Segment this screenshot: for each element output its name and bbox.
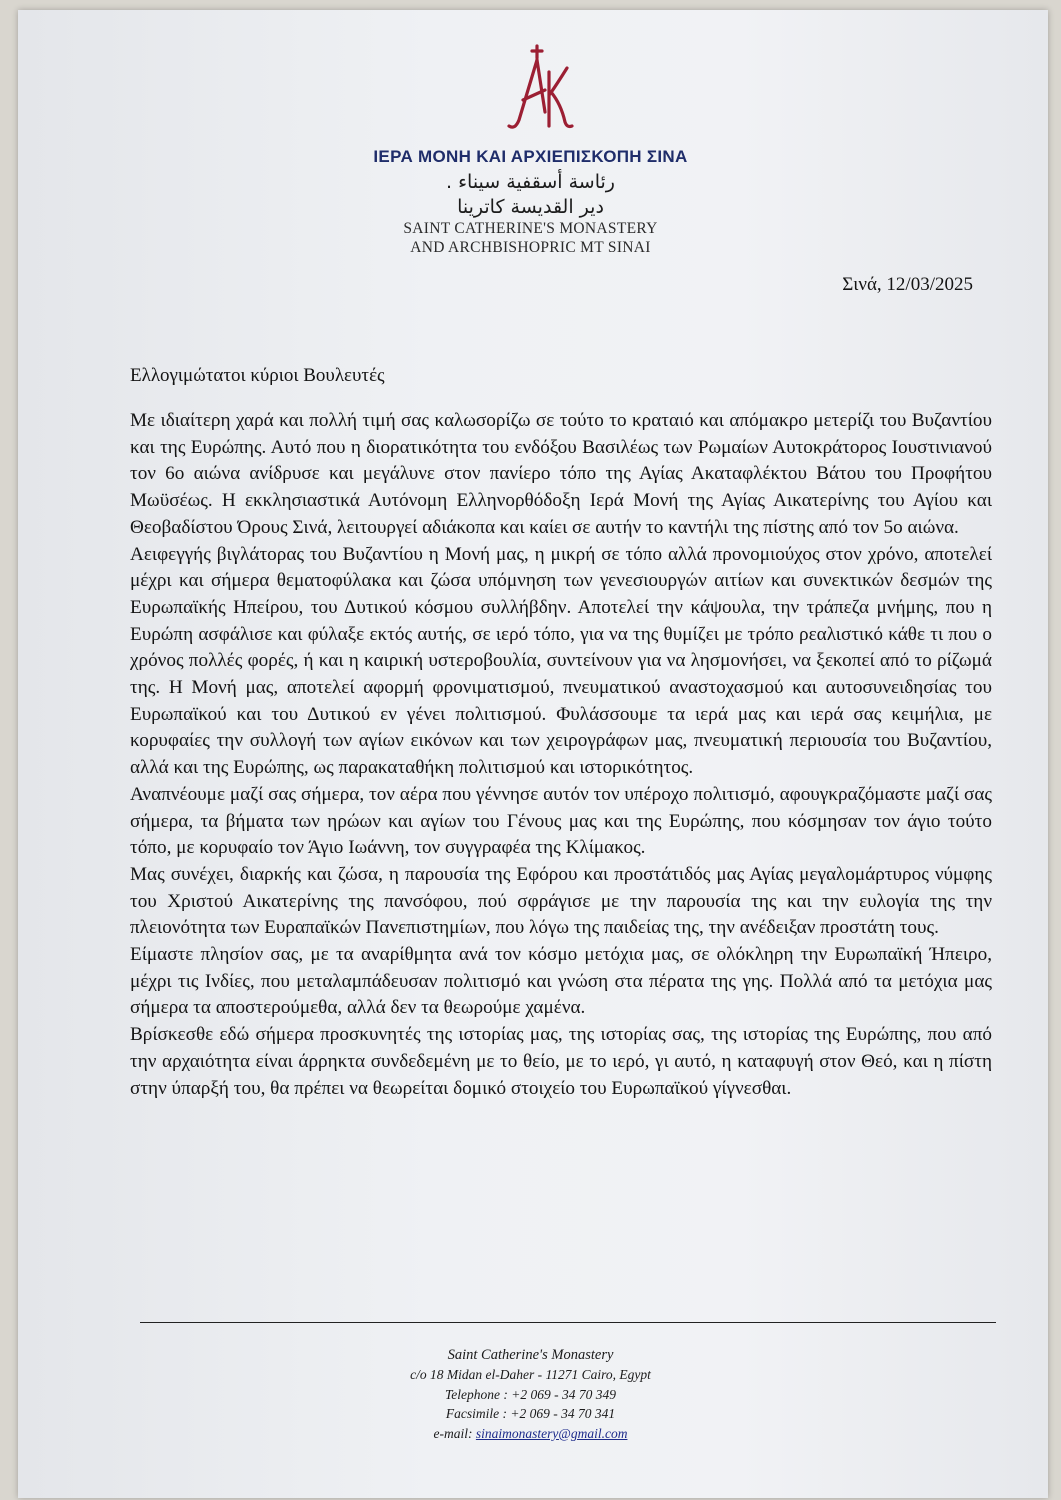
letterhead-english-line1: SAINT CATHERINE'S MONASTERY [403,220,658,237]
letterhead-english-line2: AND ARCHBISHOPRIC MT SINAI [410,239,651,256]
paragraph: Με ιδιαίτερη χαρά και πολλή τιμή σας καλωσορίζω σε τούτο το κραταιό και απόμακρο μετερίζι του Βυζαντίου και της Ευρώπης. Αυτό που η διορατικότητα του ενδόξου Βασιλέως των Ρωμαίων Αυτοκράτορος Ιουστινιανού τον 6ο αιώνα ανίδρυσε και μεγάλυνε στον πανίερο τόπο της Αγίας Ακαταφλέκτου Βάτου του Προφήτου Μωϋσέως. Η εκκλησιαστικά Αυτόνομη Ελληνορθόδοξη Ιερά Μονή της Αγίας Αικατερίνης του Αγίου και Θεοβαδίστου Όρους Σινά, λειτουργεί αδιάκοπα και καίει σε αυτήν το καντήλι της πίστης από τον 5ο αιώνα. [130,410,992,538]
footer-facsimile: Facsimile : +2 069 - 34 70 341 [445,1406,616,1422]
paragraph: Βρίσκεσθε εδώ σήμερα προσκυνητές της ιστορίας μας, της ιστορίας σας, της ιστορίας της Ευρώπης, που από την αρχαιότητα είναι άρρηκτα συνδεδεμένη με το θείο, με το ιερό, γι αυτό, η καταφυγή στον Θεό, και η πίστη στην ύπαρξή του, θα πρέπει να θεωρείται δομικό στοιχείο του Ευρωπαϊκού γίγνεσθαι. [130,1024,992,1099]
footer [0,1346,1061,1443]
footer-address: c/o 18 Midan el-Daher - 11271 Cairo, Egypt [410,1367,651,1383]
footer-telephone: Telephone : +2 069 - 34 70 349 [445,1386,616,1402]
footer-email-line [0,1424,1061,1443]
monogram-cross-logo [505,42,575,134]
paragraph: Αναπνέουμε μαζί σας σήμερα, τον αέρα που γέννησε αυτόν τον υπέροχο πολιτισμό, αφουγκραζόμαστε μαζί σας σήμερα, τα βήματα των ηρώων και αγίων του Γένους μας και της Ευρώπης, που κόσμησαν τον άγιο τούτο τόπο, με κορυφαίο τον Άγιο Ιωάννη, τον συγγραφέα της Κλίμακος. [130,783,992,859]
email-link[interactable]: sinaimonastery@gmail.com [475,1425,628,1441]
date-line: Σινά, 12/03/2025 [842,274,973,295]
paragraph: Μας συνέχει, διαρκής και ζώσα, η παρουσία της Εφόρου και προστάτιδός μας Αγίας μεγαλομάρτυρος νύμφης του Χριστού Αικατερίνης της πανσόφου, πού σφράγισε με την παρουσία της και την ευλογία της την πλειονότητα των Ευραπαϊκών Πανεπιστημίων, που λόγω της παιδείας της, την ανέδειξαν προστάτη τους. [130,863,992,939]
letterhead-arabic-line2: دير القديسة كاترينا [457,196,604,218]
footer-divider [140,1322,996,1323]
footer-name: Saint Catherine's Monastery [447,1347,614,1363]
paragraph: Είμαστε πλησίον σας, με τα αναρίθμητα ανά τον κόσμο μετόχια μας, σε ολόκληρη την Ευρωπαϊκή Ήπειρο, μέχρι τις Ινδίες, που μεταλαμπάδευσαν πολιτισμό και γνώση στα πέρατα της γης. Πολλά από τα μετόχια μας σήμερα τα αποστερούμεθα, αλλά δεν τα θεωρούμε χαμένα. [130,944,992,1019]
footer-email-label: e-mail: [433,1425,476,1441]
letterhead-title-greek: ΙΕΡΑ ΜΟΝΗ ΚΑΙ ΑΡΧΙΕΠΙΣΚΟΠΗ ΣΙΝΑ [373,147,688,166]
paragraph: Αειφεγγής βιγλάτορας του Βυζαντίου η Μονή μας, η μικρή σε τόπο αλλά προνομιούχος στον χρόνο, αποτελεί μέχρι και σήμερα θεματοφύλακα και ζώσα υπόμνηση των γενεσιουργών αιτίων και συνεκτικών δεσμών της Ευρωπαϊκής Ηπείρου, του Δυτικού κόσμου συλλήβδην. Αποτελεί την κάψουλα, την τράπεζα μνήμης, που η Ευρώπη ασφάλισε και φύλαξε εκτός αυτής, σε ιερό τόπο, για να της θυμίζει με τρόπο ρεαλιστικό κάθε τι που ο χρόνος πολλές φορές, ή και η καιρική υστεροβουλία, συντείνουν για να λησμονήσει, να ξεκοπεί από το ρίζωμά της. Η Μονή μας, αποτελεί αφορμή φρονιματισμού, πνευματικού αναστοχασμού και αυτοσυνειδησίας του Ευρωπαϊκού και του Δυτικού εν γένει πολιτισμού. Φυλάσσουμε τα ιερά μας και ιερά σας κειμήλια, με κορυφαίες την συλλογή των αγίων εικόνων και των χειρογράφων μας, πνευματική περιουσία του Βυζαντίου, αλλά και της Ευρώπης, ως παρακαταθήκη πολιτισμού και ιστορικότητος. [130,543,992,779]
letter-body [130,408,992,1102]
letterhead-arabic-line1: رئاسة أسقفية سيناء . [446,171,615,193]
salutation: Ελλογιμώτατοι κύριοι Βουλευτές [130,365,385,386]
